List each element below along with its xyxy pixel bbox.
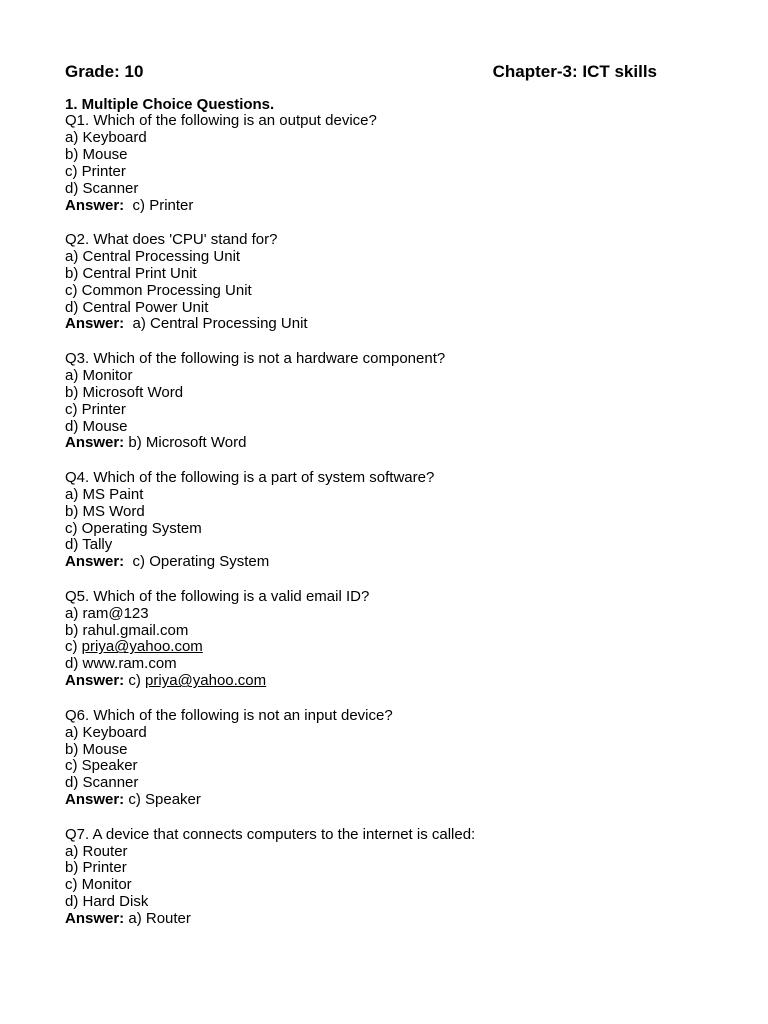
option-d: d) www.ram.com (65, 655, 177, 673)
question-block-5 (65, 589, 665, 690)
answer-label: Answer: (65, 791, 125, 809)
option-c: c) Common Processing Unit (65, 281, 252, 299)
chapter-title: Chapter-3: ICT skills (492, 62, 657, 81)
answer-value: c) Operating System (132, 553, 270, 571)
option-c: c) Speaker (65, 757, 138, 775)
option-c: c) Printer (65, 162, 126, 180)
answer-line (65, 435, 665, 452)
question-text: Q5. Which of the following is a valid email ID? (65, 587, 370, 605)
question-text: Q1. Which of the following is an output device? (65, 112, 377, 129)
answer-prefix: c) (128, 672, 146, 690)
option-b: b) Printer (65, 859, 127, 877)
answer-value: c) Printer (132, 196, 194, 214)
email-link[interactable]: priya@yahoo.com (145, 672, 267, 690)
question-text: Q7. A device that connects computers to the internet is called: (65, 825, 476, 843)
answer-value: c) Speaker (128, 791, 201, 809)
email-link[interactable]: priya@yahoo.com (81, 638, 203, 656)
grade-label: Grade: 10 (65, 62, 144, 81)
answer-line (65, 316, 665, 333)
answer-label: Answer: (65, 315, 125, 333)
answer-label: Answer: (65, 910, 125, 928)
answer-line (65, 911, 665, 928)
question-text: Q3. Which of the following is not a hardware component? (65, 349, 446, 367)
answer-line (65, 673, 665, 690)
answer-label: Answer: (65, 434, 125, 452)
question-text: Q4. Which of the following is a part of system software? (65, 468, 435, 486)
option-b: b) Microsoft Word (65, 383, 184, 401)
option-a: a) ram@123 (65, 604, 149, 622)
option-d: d) Hard Disk (65, 893, 149, 911)
question-block-7 (65, 827, 665, 928)
option-c (65, 639, 665, 656)
option-b: b) Mouse (65, 145, 128, 163)
option-c-prefix: c) (65, 638, 82, 656)
option-a: a) Keyboard (65, 723, 147, 741)
section-title: 1. Multiple Choice Questions. (65, 96, 275, 113)
answer-line (65, 198, 665, 215)
document-page (65, 61, 665, 946)
option-b: b) rahul.gmail.com (65, 621, 189, 639)
option-a: a) Router (65, 842, 128, 860)
option-d: d) Mouse (65, 417, 128, 435)
option-d: d) Scanner (65, 179, 139, 197)
question-text: Q6. Which of the following is not an input device? (65, 706, 393, 724)
option-b: b) Mouse (65, 740, 128, 758)
option-a: a) MS Paint (65, 485, 144, 503)
question-block-1 (65, 113, 665, 214)
question-block-6 (65, 708, 665, 809)
answer-value: a) Router (128, 910, 191, 928)
answer-value: b) Microsoft Word (128, 434, 247, 452)
option-a: a) Keyboard (65, 128, 147, 146)
option-c: c) Monitor (65, 876, 132, 894)
answer-value: a) Central Processing Unit (132, 315, 308, 333)
option-b: b) Central Print Unit (65, 264, 197, 282)
document-header (65, 61, 657, 83)
option-b: b) MS Word (65, 502, 145, 520)
answer-line (65, 554, 665, 571)
answer-label: Answer: (65, 672, 125, 690)
option-a: a) Central Processing Unit (65, 247, 241, 265)
answer-label: Answer: (65, 553, 125, 571)
option-c: c) Printer (65, 400, 126, 418)
option-d: d) Tally (65, 536, 113, 554)
question-block-2 (65, 232, 665, 333)
option-d: d) Central Power Unit (65, 298, 209, 316)
question-block-3 (65, 351, 665, 452)
answer-label: Answer: (65, 196, 125, 214)
option-d: d) Scanner (65, 774, 139, 792)
question-block-4 (65, 470, 665, 571)
option-a: a) Monitor (65, 366, 133, 384)
answer-line (65, 792, 665, 809)
option-c: c) Operating System (65, 519, 202, 537)
question-text: Q2. What does 'CPU' stand for? (65, 230, 278, 248)
